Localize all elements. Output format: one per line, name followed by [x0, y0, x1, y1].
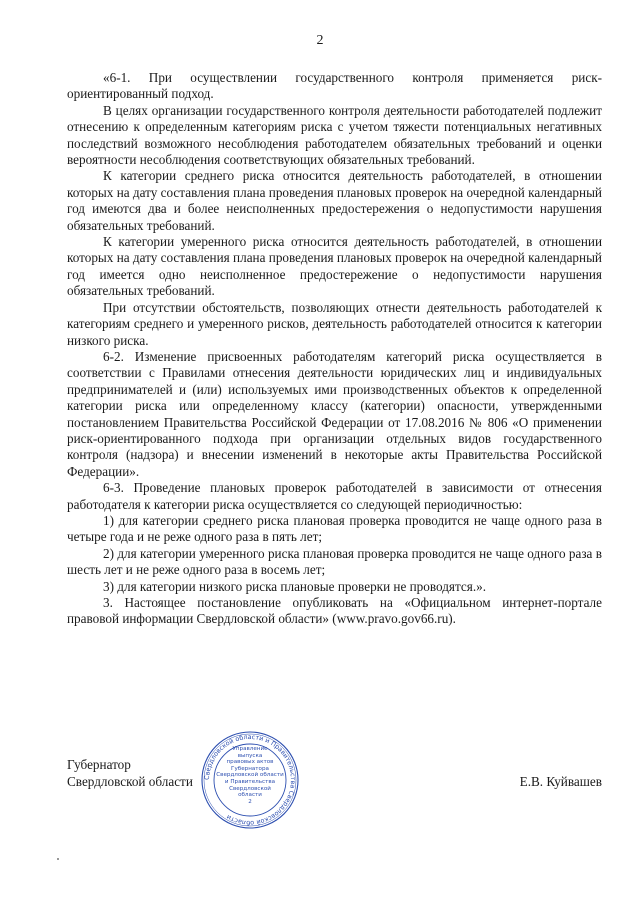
paragraph-medium-risk: К категории среднего риска относится деятельность работодателей, в отношении которых на дату составления плана проведения плановых проверок на очередной календарный год имеются два и более неисполненных предостережения о недопустимости нарушения обязательных требований. [67, 168, 602, 233]
paragraph-moderate-risk: К категории умеренного риска относится деятельность работодателей, в отношении которых на дату составления плана проведения плановых проверок на очередной календарный год имеется одно неисполненное предостережение о недопустимости нарушения обязательных требований. [67, 234, 602, 299]
paragraph-6-3: 6-3. Проведение плановых проверок работодателей в зависимости от отнесения работодателя к категории риска осуществляется со следующей периодичностью: [67, 480, 602, 512]
paragraph-6-2: 6-2. Изменение присвоенных работодателям категорий риска осуществляется в соответствии с Правилами отнесения деятельности юридических лиц и индивидуальных предпринимателей и (или) используемых ими производственных объектов к определенной категории риска или определенному классу (категории) опасности, утвержденными постановлением Правительства Российской Федерации от 17.08.2016 № 806 «О применении риск-ориентированного подхода при организации отдельных видов государственного контроля (надзора) и внесении изменений в некоторые акты Правительства Российской Федерации». [67, 348, 602, 479]
list-item-low-risk-frequency: 3) для категории низкого риска плановые проверки не проводятся.». [103, 578, 487, 594]
page-number: 2 [316, 33, 324, 48]
scan-speck [57, 858, 59, 860]
paragraph-publication: 3. Настоящее постановление опубликовать на «Официальном интернет-портале правовой информации Свердловской области» (www.pravo.gov66.ru). [67, 595, 602, 627]
list-item-medium-risk-frequency: 1) для категории среднего риска плановая проверка проводится не чаще одного раза в четыре года и не реже одного раза в пять лет; [67, 512, 602, 545]
document-body [67, 70, 602, 628]
signatory-region: Свердловской области [67, 774, 193, 789]
signatory-name: Е.В. Куйвашев [519, 774, 602, 789]
paragraph-risk-categories: В целях организации государственного контроля деятельности работодателей подлежит отнесению к определенным категориям риска с учетом тяжести потенциальных негативных последствий возможного несоблюдения работодателем обязательных требований и оценки вероятности несоблюдения соответствующих обязательных требований. [67, 102, 602, 168]
signatory-position: Губернатор [67, 757, 131, 772]
stamp-center-text: Управление выпуска правовых актов Губернатора Свердловской области и Правительства Свердловской области 2 [216, 746, 284, 805]
list-item-moderate-risk-frequency: 2) для категории умеренного риска плановая проверка проводится не чаще одного раза в шесть лет и не реже одного раза в восемь лет; [67, 545, 602, 578]
official-stamp [200, 730, 300, 830]
stamp-ring-text: Свердловской области и Правительства Свердловской области [202, 732, 298, 828]
paragraph-6-1: «6-1. При осуществлении государственного контроля применяется риск-ориентированный подход. [67, 70, 602, 102]
paragraph-low-risk: При отсутствии обстоятельств, позволяющих отнести деятельность работодателей к категориям среднего и умеренного рисков, деятельность работодателей относится к категории низкого риска. [67, 299, 602, 348]
